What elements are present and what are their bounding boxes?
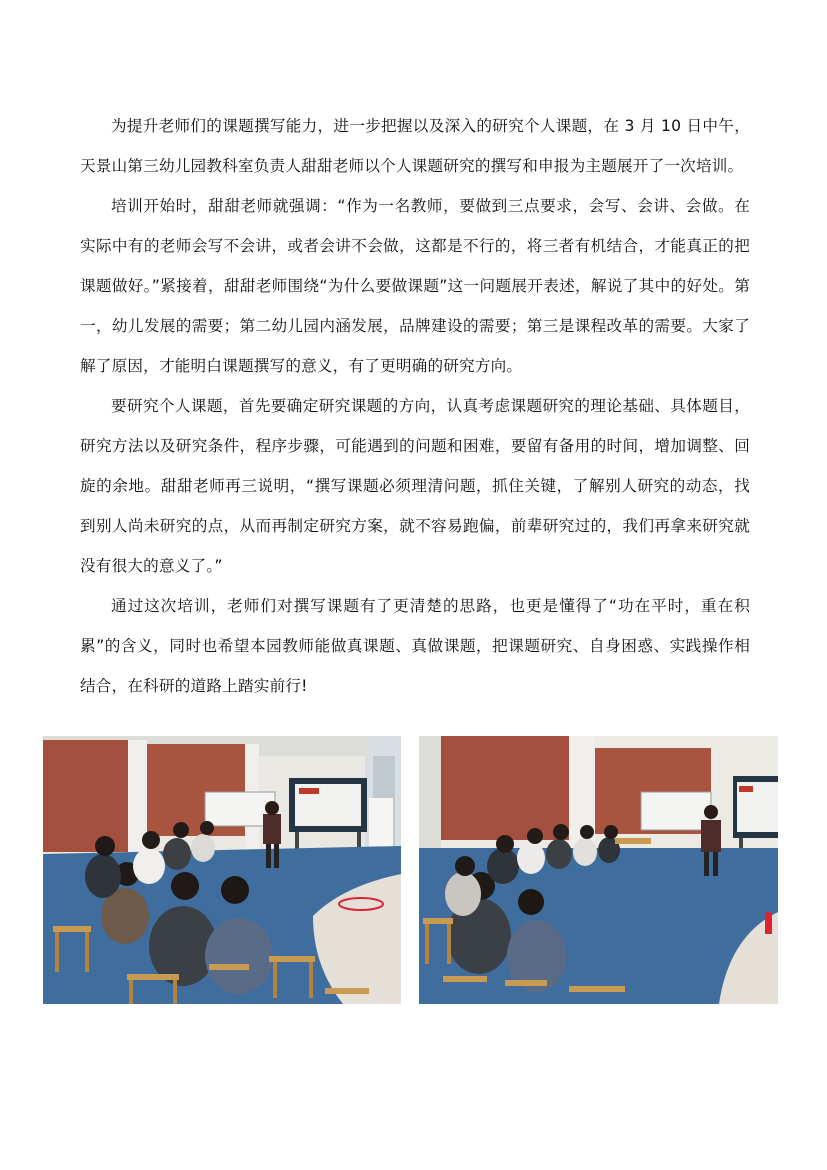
paragraph-research-method: 要研究个人课题，首先要确定研究课题的方向，认真考虑课题研究的理论基础、具体题目，研究方法以及研究条件，程序步骤，可能遇到的问题和困难，要留有备用的时间，增加调整、回旋的余地。甜甜老师再三说明，“撰写课题必须理清问题，抓住关键，了解别人研究的动态，找到别人尚未研究的点，从而再制定研究方案，就不容易跑偏，前辈研究过的，我们再拿来研究就没有很大的意义了。” [80, 397, 750, 575]
photo-left-illustration [43, 736, 401, 1004]
training-photo-left [43, 736, 401, 1004]
paragraph-training-start: 培训开始时，甜甜老师就强调：“作为一名教师，要做到三点要求，会写、会讲、会做。在实际中有的老师会写不会讲，或者会讲不会做，这都是不行的，将三者有机结合，才能真正的把课题做好。”紧接着，甜甜老师围绕“为什么要做课题”这一问题展开表述，解说了其中的好处。第一，幼儿发展的需要；第二幼儿园内涵发展，品牌建设的需要；第三是课程改革的需要。大家了解了原因，才能明白课题撰写的意义，有了更明确的研究方向。 [80, 197, 750, 375]
paragraph-conclusion: 通过这次培训，老师们对撰写课题有了更清楚的思路，也更是懂得了“功在平时，重在积累”的含义，同时也希望本园教师能做真课题、真做课题，把课题研究、自身困惑、实践操作相结合，在科研的道路上踏实前行! [80, 597, 750, 695]
article-body [80, 106, 750, 706]
photo-right-illustration [419, 736, 778, 1004]
paragraph-intro: 为提升老师们的课题撰写能力，进一步把握以及深入的研究个人课题，在 3 月 10 日中午，天景山第三幼儿园教科室负责人甜甜老师以个人课题研究的撰写和申报为主题展开了一次培训。 [80, 117, 750, 175]
training-photo-right [419, 736, 778, 1004]
